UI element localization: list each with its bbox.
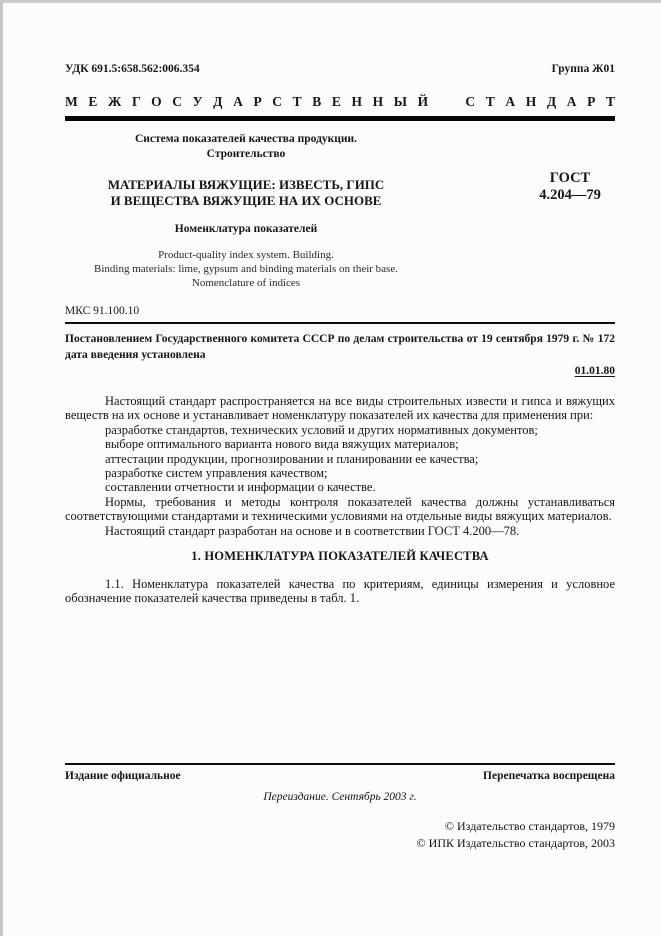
english-title-line1: Product-quality index system. Building.: [158, 249, 334, 261]
mks-code: МКС 91.100.10: [65, 305, 140, 317]
udk-number: УДК 691.5:658.562:006.354: [65, 63, 200, 75]
body-paragraph: аттестации продукции, прогнозировании и планировании ее качества;: [105, 451, 479, 466]
clause-1-1-block: [65, 577, 615, 606]
copyright-line-2003: © ИПК Издательство стандартов, 2003: [416, 835, 615, 850]
page-content: [65, 3, 615, 606]
scope-paragraphs: [65, 394, 615, 538]
effective-date: 01.01.80: [574, 365, 615, 377]
standard-type-banner: М Е Ж Г О С У Д А Р С Т В Е Н Н Ы Й С Т А Н Д А Р Т: [65, 94, 615, 109]
document-title: [65, 177, 427, 208]
body-paragraph: разработке систем управления качеством;: [105, 466, 328, 481]
clause-1-1: 1.1. Номенклатура показателей качества по критериям, единицы измерения и условное обозначение показателей качества приведены в табл. 1.: [65, 577, 615, 606]
footer-labels-row: [65, 770, 615, 782]
group-label: Группа Ж01: [551, 63, 615, 75]
body-paragraph: разработке стандартов, технических условий и других нормативных документов;: [105, 422, 538, 437]
document-title-line2: И ВЕЩЕСТВА ВЯЖУЩИЕ НА ИХ ОСНОВЕ: [110, 192, 382, 208]
gost-label: ГОСТ: [549, 170, 591, 186]
copyright-line-1979: © Издательство стандартов, 1979: [444, 819, 615, 833]
page-footer: [65, 763, 615, 851]
english-title-block: [65, 248, 427, 290]
construction-line: Строительство: [206, 148, 286, 160]
footer-divider: [65, 763, 615, 765]
document-subtitle: Номенклатура показателей: [174, 223, 318, 235]
effective-date-row: [65, 365, 615, 377]
body-paragraph: Настоящий стандарт разработан на основе и в соответствии ГОСТ 4.200—78.: [105, 523, 520, 538]
body-paragraph: составлении отчетности и информации о качестве.: [105, 480, 376, 495]
english-title-line3: Nomenclature of indices: [191, 277, 301, 289]
decree-text: Постановлением Государственного комитета СССР по делам строительства от 19 сентября 1979 г. № 172 дата введения установлена: [65, 333, 615, 361]
title-divider-bar: [65, 116, 615, 121]
gost-designation: [480, 170, 660, 203]
quality-system-line: Система показателей качества продукции.: [134, 133, 358, 145]
copyright-block: [65, 818, 615, 851]
title-section: [65, 132, 615, 294]
section-1-heading: 1. НОМЕНКЛАТУРА ПОКАЗАТЕЛЕЙ КАЧЕСТВА: [191, 549, 489, 564]
english-title-line2: Binding materials: lime, gypsum and binding materials on their base.: [94, 263, 398, 275]
document-title-line1: МАТЕРИАЛЫ ВЯЖУЩИЕ: ИЗВЕСТЬ, ГИПС: [107, 177, 385, 192]
reprint-forbidden-label: Перепечатка воспрещена: [483, 770, 615, 782]
official-edition-label: Издание официальное: [65, 770, 181, 782]
reissue-note: Переиздание. Сентябрь 2003 г.: [263, 791, 417, 803]
decree-divider: [65, 322, 615, 324]
body-paragraph: Нормы, требования и методы контроля показателей качества должны устанавливаться соответствующими стандартами и техническими условиями на отдельные виды вяжущих материалов.: [65, 494, 615, 524]
body-paragraph: Настоящий стандарт распространяется на все виды строительных извести и гипса и вяжущих веществ на их основе и устанавливает номенклатуру показателей их качества для применения при:: [65, 394, 615, 423]
gost-number: 4.204—79: [539, 186, 601, 203]
classification-row: [65, 63, 615, 75]
body-paragraph: выборе оптимального варианта нового вида вяжущих материалов;: [105, 437, 459, 452]
title-column: [65, 132, 427, 290]
